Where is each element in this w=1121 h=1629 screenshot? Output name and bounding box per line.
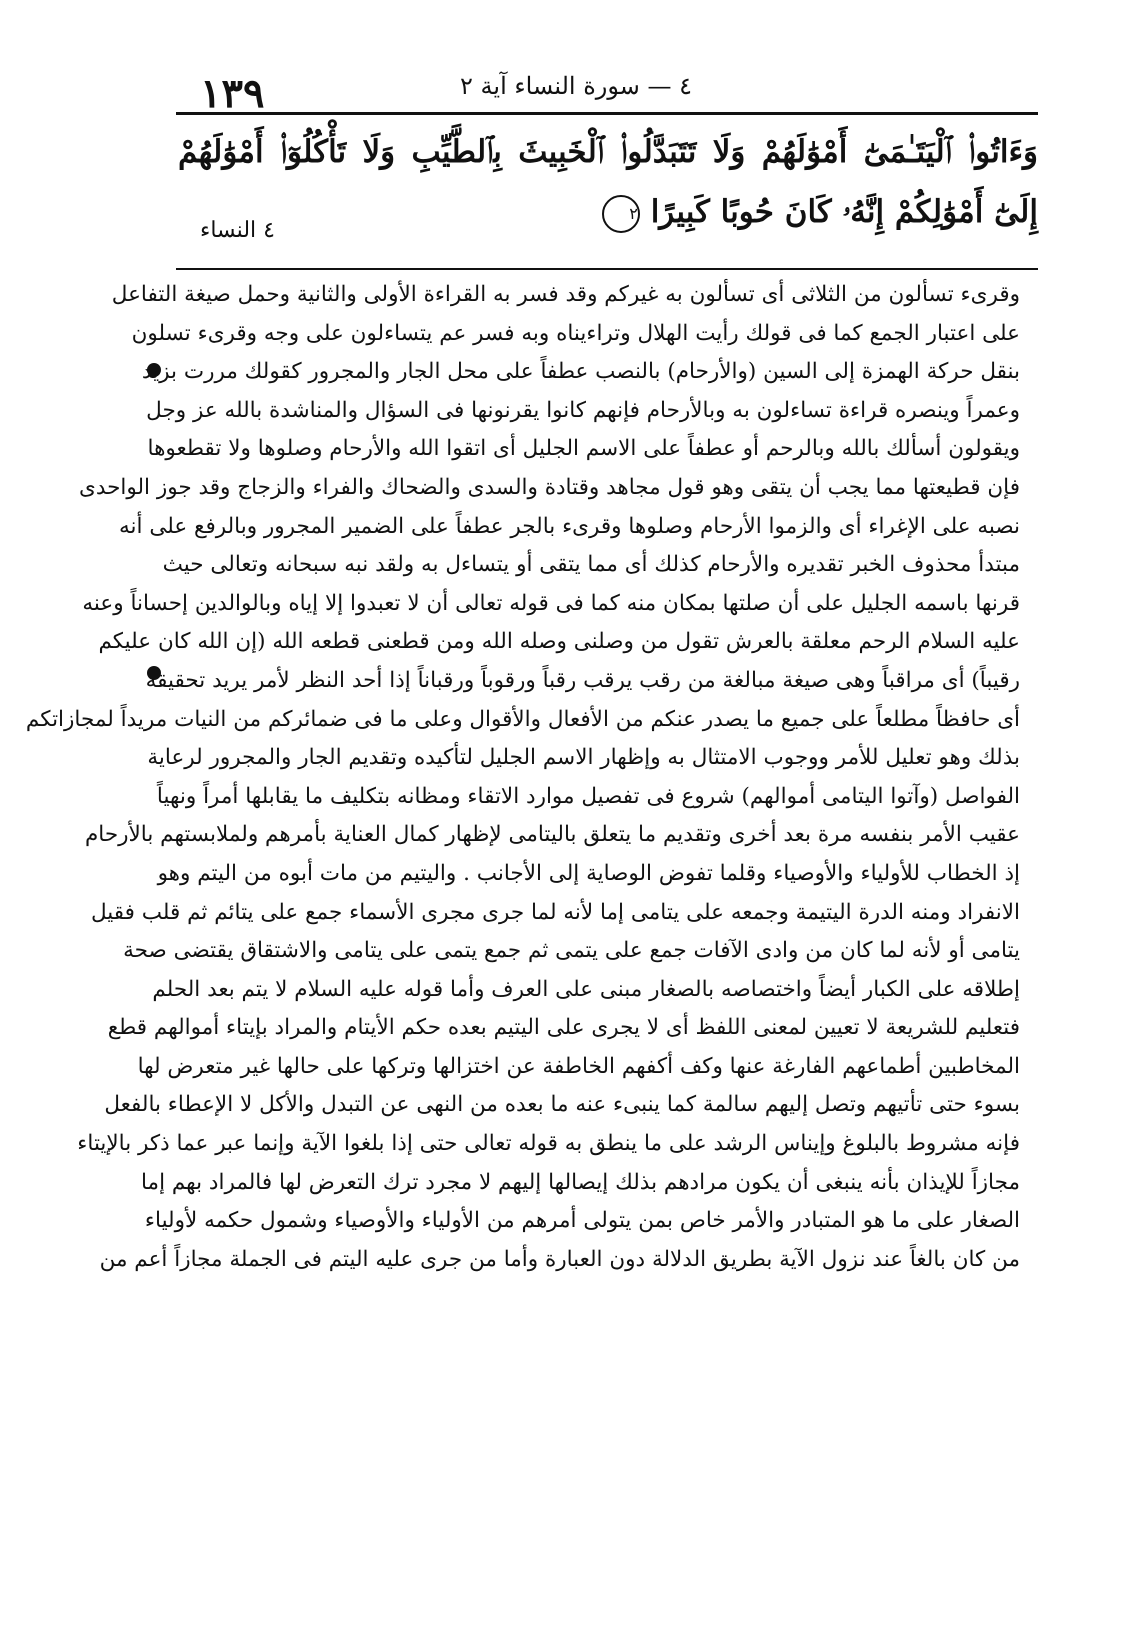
commentary-line: نصبه على الإغراء أى والزموا الأرحام وصلوها وقرىء بالجر عطفاً على الضمير المجرور وبالرفع على أنه [119,513,1020,539]
running-head: ٤ — سورة النساء آية ٢ [460,72,693,100]
commentary-line: وعمراً وينصره قراءة تساءلون به وبالأرحام فإنهم كانوا يقرنونها فى السؤال والمناشدة بالله عز وجل [146,397,1020,423]
commentary-line: يتامى أو لأنه لما كان من وادى الآفات جمع على يتمى ثم جمع يتمى على يتامى والاشتقاق يقتضى صحة [123,938,1020,964]
surah-tag: ٤ النساء [200,218,275,243]
commentary-line: فإنه مشروط بالبلوغ وإيناس الرشد على ما ينطق به قوله تعالى حتى إذا بلغوا الآية وإنما عبر عما ذكر بالإيتاء [77,1131,1020,1157]
page-number: ١٣٩ [200,70,265,117]
commentary-line: الفواصل (وآتوا اليتامى أموالهم) شروع فى تفصيل موارد الاتقاء ومظانه بتكليف ما يقابلها أمراً ونهياً [156,783,1020,809]
commentary-line: مجازاً للإيذان بأنه ينبغى أن يكون مرادهم بذلك إيصالها إليهم لا مجرد ترك التعرض لها فالمراد بهم إما [141,1169,1020,1195]
commentary-line: المخاطبين أطماعهم الفارغة عنها وكف أكفهم الخاطفة عن اختزالها وتركها على حالها غير متعرض لها [137,1053,1020,1079]
commentary-text [25,276,1020,1279]
verse-number-marker: ٢ [602,195,640,233]
commentary-line: فإن قطيعتها مما يجب أن يتقى وهو قول مجاهد وقتادة والسدى والضحاك والفراء والزجاج وقد جوز الواحدى [79,474,1020,500]
commentary-line: عليه السلام الرحم معلقة بالعرش تقول من وصلنى وصله الله ومن قطعنى قطعه الله (إن الله كان عليكم [98,629,1020,655]
commentary-line: وقرىء تسألون من الثلاثى أى تسألون به غيركم وقد فسر به القراءة الأولى والثانية وحمل صيغة التفاعل [111,282,1020,307]
commentary-line: بسوء حتى تأتيهم وتصل إليهم سالمة كما ينبىء عنه ما بعده من النهى عن التبدل والأكل لا الإعطاء بالفعل [104,1092,1020,1118]
commentary-line: مبتدأ محذوف الخبر تقديره والأرحام كذلك أى مما يتقى أو يتساءل به ولقد نبه سبحانه وتعالى حيث [162,552,1020,578]
commentary-line: بنقل حركة الهمزة إلى السين (والأرحام) بالنصب عطفاً على محل الجار والمجرور كقولك مررت بزيد [141,359,1020,385]
verse-text: وَءَاتُوا۟ ٱلْيَتَـٰمَىٰٓ أَمْوَٰلَهُمْ وَلَا تَتَبَدَّلُوا۟ ٱلْخَبِيثَ بِٱلطَّيِّبِ وَلَا تَأْكُلُوٓا۟ أَمْوَٰلَهُمْ إِلَىٰٓ أَمْوَٰلِكُمْ إِنَّهُۥ كَانَ حُوبًا كَبِيرًا [178,134,1038,230]
commentary-line: الانفراد ومنه الدرة اليتيمة وجمعه على يتامى إما لأنه لما جرى مجرى الأسماء جمع على يتائم ثم قلب فقيل [91,899,1020,925]
commentary-line: من كان بالغاً عند نزول الآية بطريق الدلالة دون العبارة وأما من جرى عليه اليتم فى الجملة مجازاً أعم من [99,1246,1020,1272]
header-rule [176,112,1038,115]
commentary-line: رقيباً) أى مراقباً وهى صيغة مبالغة من رقب يرقب رقباً ورقوباً ورقباناً إذا أحد النظر لأمر يريد تحقيقه [145,667,1020,693]
commentary-line: ويقولون أسألك بالله وبالرحم أو عطفاً على الاسم الجليل أى اتقوا الله والأرحام وصلوها ولا تقطعوها [147,436,1020,462]
commentary-line: الصغار على ما هو المتبادر والأمر خاص بمن يتولى أمرهم من الأولياء والأوصياء وشمول حكمه لأولياء [144,1208,1020,1234]
quran-verse [178,122,1038,254]
commentary-line: عقيب الأمر بنفسه مرة بعد أخرى وتقديم ما يتعلق باليتامى لإظهار كمال العناية بأمرهم ولملابستهم بالأرحام [84,822,1020,848]
section-rule [176,268,1038,270]
commentary-line: أى حافظاً مطلعاً على جميع ما يصدر عنكم من الأفعال والأقوال وعلى ما فى ضمائركم من النيات مريداً لمجازاتكم [25,706,1020,732]
commentary-line: قرنها باسمه الجليل على أن صلتها بمكان منه كما فى قوله تعالى أن لا تعبدوا إلا إياه وبالوالدين إحساناً وعنه [82,590,1020,616]
commentary-line: بذلك وهو تعليل للأمر ووجوب الامتثال به وإظهار الاسم الجليل لتأكيده وتقديم الجار والمجرور لرعاية [147,745,1020,771]
commentary-line: على اعتبار الجمع كما فى قولك رأيت الهلال وتراءيناه وبه فسر عم يتساءلون على وجه وقرىء تسلون [131,320,1020,346]
commentary-line: فتعليم للشريعة لا تعيين لمعنى اللفظ أى لا يجرى على اليتيم بعده حكم الأيتام والمراد بإيتاء أموالهم قطع [107,1015,1020,1041]
commentary-line: إطلاقه على الكبار أيضاً واختصاصه بالصغار مبنى على العرف وأما قوله عليه السلام لا يتم بعد الحلم [152,976,1020,1002]
commentary-line: إذ الخطاب للأولياء والأوصياء وقلما تفوض الوصاية إلى الأجانب . واليتيم من مات أبوه من اليتم وهو [157,860,1020,886]
